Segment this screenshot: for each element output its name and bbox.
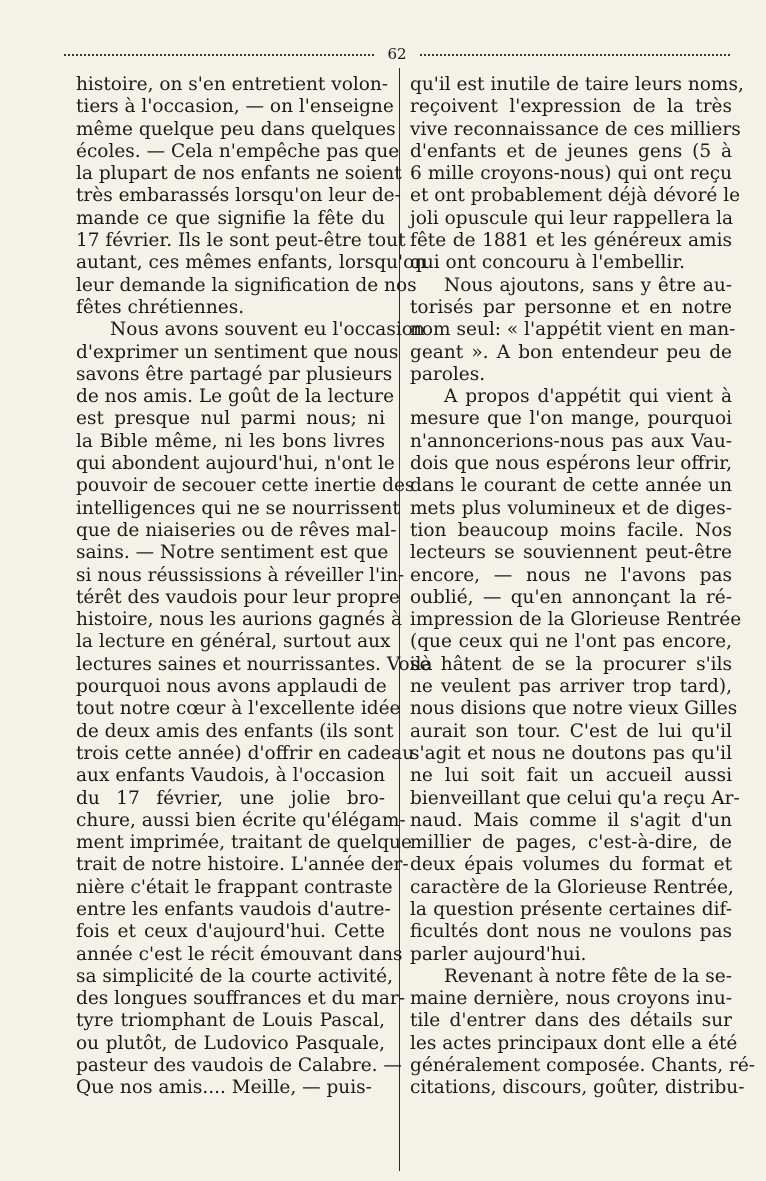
right-column bbox=[410, 74, 756, 1100]
text-line: généralement composée. Chants, ré- bbox=[410, 1055, 756, 1077]
text-line: fête de 1881 et les généreux amis bbox=[410, 230, 732, 252]
text-line: qui abondent aujourd'hui, n'ont le bbox=[76, 453, 395, 475]
text-line: fêtes chrétiennes. bbox=[76, 296, 245, 318]
text-line: naud. Mais comme il s'agit d'un bbox=[410, 809, 732, 831]
text-line: et ont probablement déjà dévoré le bbox=[410, 185, 741, 207]
text-line: lectures saines et nourrissantes. Voilà bbox=[76, 653, 433, 675]
page-header bbox=[64, 44, 730, 64]
text-line: écoles. — Cela n'empêche pas que bbox=[76, 140, 400, 162]
text-line: intelligences qui ne se nourrissent bbox=[76, 497, 400, 519]
text-line: nous disions que notre vieux Gilles bbox=[410, 698, 738, 720]
text-line: maine dernière, nous croyons inu- bbox=[410, 988, 732, 1010]
text-line: qu'il est inutile de taire leurs noms, bbox=[410, 74, 744, 95]
text-line: Que nos amis.... Meille, — puis- bbox=[76, 1077, 372, 1099]
text-line: 17 février. Ils le sont peut-être tout bbox=[76, 230, 406, 252]
text-line: nière c'était le frappant contraste bbox=[76, 876, 393, 898]
text-line: citations, discours, goûter, distribu- bbox=[410, 1077, 745, 1099]
text-line: tile d'entrer dans des détails sur bbox=[410, 1010, 732, 1032]
text-line: dois que nous espérons leur offrir, bbox=[410, 453, 732, 475]
text-line: mesure que l'on mange, pourquoi bbox=[410, 408, 732, 430]
text-line: trois cette année) d'offrir en cadeau bbox=[76, 742, 415, 764]
text-line: est presque nul parmi nous; ni bbox=[76, 408, 385, 430]
text-line: la lecture en général, surtout aux bbox=[76, 631, 391, 653]
text-line: vive reconnaissance de ces milliers bbox=[410, 118, 741, 140]
text-line: impression de la Glorieuse Rentrée bbox=[410, 609, 742, 631]
text-line: tiers à l'occasion, — on l'enseigne bbox=[76, 96, 394, 118]
text-line: paroles. bbox=[410, 363, 486, 385]
text-line: ne veulent pas arriver trop tard), bbox=[410, 676, 732, 698]
text-line: aurait son tour. C'est de lui qu'il bbox=[410, 720, 732, 742]
text-line: térêt des vaudois pour leur propre bbox=[76, 586, 400, 608]
text-line: Revenant à notre fête de la se- bbox=[444, 965, 732, 987]
text-line: que de niaiseries ou de rêves mal- bbox=[76, 519, 397, 541]
text-line: très embarassés lorsqu'on leur de- bbox=[76, 185, 401, 207]
text-line: Nous avons souvent eu l'occasion bbox=[110, 319, 425, 341]
text-line: du 17 février, une jolie bro- bbox=[76, 787, 385, 809]
text-line: dans le courant de cette année un bbox=[410, 475, 732, 497]
text-line: se hâtent de se la procurer s'ils bbox=[410, 653, 732, 675]
text-line: mets plus volumineux et de diges- bbox=[410, 497, 732, 519]
text-line: histoire, on s'en entretient volon- bbox=[76, 74, 389, 95]
text-line: leur demande la signification de nos bbox=[76, 274, 417, 296]
text-line: pourquoi nous avons applaudi de bbox=[76, 676, 387, 698]
text-line: sa simplicité de la courte activité, bbox=[76, 965, 393, 987]
text-line: aux enfants Vaudois, à l'occasion bbox=[76, 765, 385, 787]
text-line: les actes principaux dont elle a été bbox=[410, 1032, 738, 1054]
text-line: la plupart de nos enfants ne soient bbox=[76, 163, 402, 185]
text-line: encore, — nous ne l'avons pas bbox=[410, 564, 732, 586]
text-line: ment imprimée, traitant de quelque bbox=[76, 832, 412, 854]
text-line: trait de notre histoire. L'année der- bbox=[76, 854, 409, 876]
text-line: mande ce que signifie la fête du bbox=[76, 207, 385, 229]
text-line: (que ceux qui ne l'ont pas encore, bbox=[410, 631, 732, 653]
text-line: lecteurs se souviennent peut-être bbox=[410, 542, 732, 564]
text-line: sains. — Notre sentiment est que bbox=[76, 542, 389, 564]
text-line: parler aujourd'hui. bbox=[410, 943, 587, 965]
text-line: autant, ces mêmes enfants, lorsqu'on bbox=[76, 252, 427, 274]
text-line: joli opuscule qui leur rappellera la bbox=[410, 207, 734, 229]
text-line: d'enfants et de jeunes gens (5 à bbox=[410, 140, 732, 162]
text-line: année c'est le récit émouvant dans bbox=[76, 943, 403, 965]
left-column bbox=[76, 74, 433, 1100]
text-line: tout notre cœur à l'excellente idée bbox=[76, 698, 401, 720]
text-line: Nous ajoutons, sans y être au- bbox=[444, 274, 732, 296]
text-line: entre les enfants vaudois d'autre- bbox=[76, 898, 391, 920]
text-line: fois et ceux d'aujourd'hui. Cette bbox=[76, 921, 385, 943]
text-line: bienveillant que celui qu'a reçu Ar- bbox=[410, 787, 740, 809]
text-line: si nous réussissions à réveiller l'in- bbox=[76, 564, 405, 586]
text-line: d'exprimer un sentiment que nous bbox=[76, 341, 399, 363]
text-line: caractère de la Glorieuse Rentrée, bbox=[410, 876, 734, 898]
text-line: nom seul: « l'appétit vient en man- bbox=[410, 319, 736, 341]
text-line: reçoivent l'expression de la très bbox=[410, 96, 732, 118]
text-line: de deux amis des enfants (ils sont bbox=[76, 720, 394, 742]
text-line: geant ». A bon entendeur peu de bbox=[410, 341, 732, 363]
text-line: ne lui soit fait un accueil aussi bbox=[410, 765, 732, 787]
header-rule-right bbox=[420, 54, 730, 56]
text-line: torisés par personne et en notre bbox=[410, 296, 732, 318]
text-line: s'agit et nous ne doutons pas qu'il bbox=[410, 742, 732, 764]
text-line: la question présente certaines dif- bbox=[410, 898, 732, 920]
text-line: de nos amis. Le goût de la lecture bbox=[76, 386, 395, 408]
text-line: des longues souffrances et du mar- bbox=[76, 988, 405, 1010]
text-line: qui ont concouru à l'embellir. bbox=[410, 252, 686, 274]
text-line: tion beaucoup moins facile. Nos bbox=[410, 519, 732, 541]
text-line: ficultés dont nous ne voulons pas bbox=[410, 921, 732, 943]
text-line: 6 mille croyons-nous) qui ont reçu bbox=[410, 163, 732, 185]
text-line: oublié, — qu'en annonçant la ré- bbox=[410, 586, 732, 608]
text-line: A propos d'appétit qui vient à bbox=[444, 386, 732, 408]
text-line: ou plutôt, de Ludovico Pasquale, bbox=[76, 1032, 385, 1054]
text-line: même quelque peu dans quelques bbox=[76, 118, 396, 140]
text-line: chure, aussi bien écrite qu'élégam- bbox=[76, 809, 406, 831]
text-line: la Bible même, ni les bons livres bbox=[76, 430, 385, 452]
text-line: pasteur des vaudois de Calabre. — bbox=[76, 1055, 402, 1077]
text-line: histoire, nous les aurions gagnés à bbox=[76, 609, 403, 631]
text-line: millier de pages, c'est-à-dire, de bbox=[410, 832, 732, 854]
text-line: n'annoncerions-nous pas aux Vau- bbox=[410, 430, 732, 452]
text-line: tyre triomphant de Louis Pascal, bbox=[76, 1010, 385, 1032]
text-line: savons être partagé par plusieurs bbox=[76, 363, 393, 385]
page-number: 62 bbox=[387, 45, 407, 63]
text-line: deux épais volumes du format et bbox=[410, 854, 732, 876]
text-line: pouvoir de secouer cette inertie des bbox=[76, 475, 415, 497]
